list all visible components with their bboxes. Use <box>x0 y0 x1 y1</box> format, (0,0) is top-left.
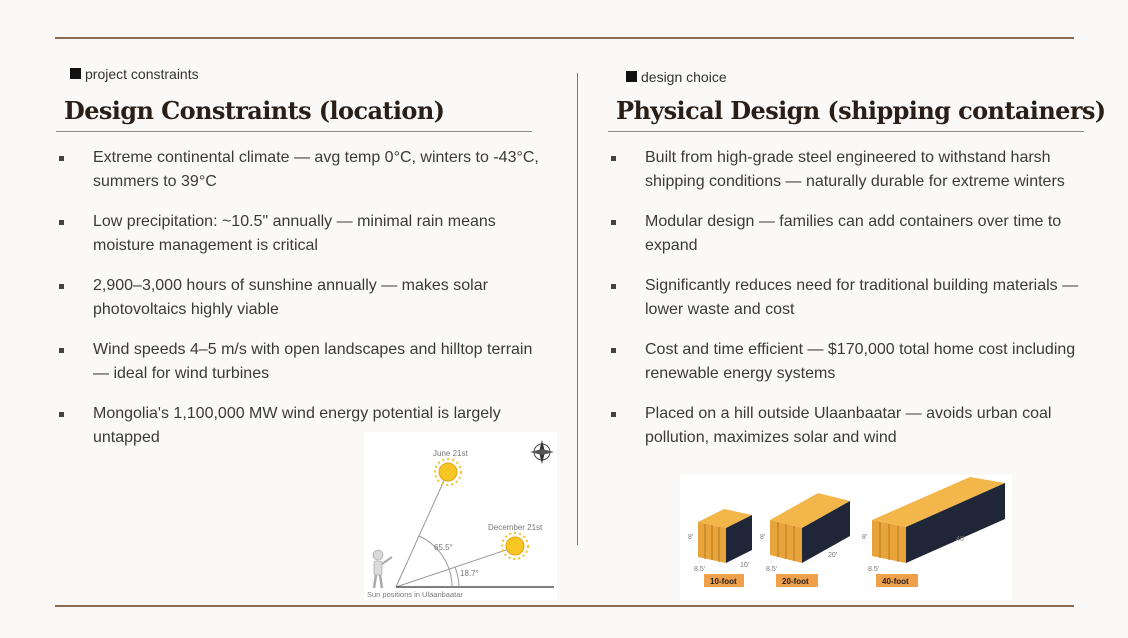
container-40-width: 8.5' <box>868 566 880 573</box>
list-item: Mongolia's 1,100,000 MW wind energy potential is largely untapped <box>56 402 548 450</box>
container-10-label: 10-foot <box>710 577 737 586</box>
december-label: December 21st <box>488 523 543 532</box>
summer-angle-label: 65.5° <box>434 543 453 552</box>
container-40-height: 8' <box>862 534 868 541</box>
left-section-tag <box>70 66 199 82</box>
right-title-underline <box>608 131 1084 132</box>
left-bullet-list <box>56 146 548 466</box>
container-10-width: 8.5' <box>694 566 706 573</box>
list-item: Extreme continental climate — avg temp 0°C, winters to -43°C, summers to 39°C <box>56 146 548 194</box>
list-item: Wind speeds 4–5 m/s with open landscapes and hilltop terrain — ideal for wind turbines <box>56 338 548 386</box>
list-item: 2,900–3,000 hours of sunshine annually — makes solar photovoltaics highly viable <box>56 274 548 322</box>
list-item: Built from high-grade steel engineered to withstand harsh shipping conditions — naturally durable for extreme winters <box>608 146 1100 194</box>
left-title-underline <box>56 131 532 132</box>
list-item: Cost and time efficient — $170,000 total home cost including renewable energy systems <box>608 338 1100 386</box>
right-section-tag <box>626 69 727 85</box>
left-title: Design Constraints (location) <box>64 96 445 125</box>
shipping-containers-illustration <box>680 475 1012 600</box>
sun-diagram-svg <box>364 432 557 600</box>
list-item: Low precipitation: ~10.5" annually — minimal rain means moisture management is critical <box>56 210 548 258</box>
container-20-label: 20-foot <box>782 577 809 586</box>
sun-position-diagram <box>364 432 557 600</box>
list-item: Modular design — families can add containers over time to expand <box>608 210 1100 258</box>
container-20-height: 8' <box>760 534 766 541</box>
left-tag-label: project constraints <box>85 66 199 82</box>
list-item: Significantly reduces need for traditional building materials — lower waste and cost <box>608 274 1100 322</box>
bottom-rule <box>55 605 1074 607</box>
sun-diagram-caption: Sun positions in Ulaanbaatar <box>367 590 463 599</box>
summer-sun-icon <box>435 459 461 485</box>
june-label: June 21st <box>433 449 468 458</box>
container-10-length: 10' <box>740 562 750 569</box>
winter-sun-icon <box>502 533 528 559</box>
right-title: Physical Design (shipping containers) <box>616 96 1106 125</box>
container-40ft-icon <box>872 477 1005 563</box>
container-10ft-icon <box>698 509 752 563</box>
right-tag-label: design choice <box>641 69 727 85</box>
right-bullet-list <box>608 146 1100 466</box>
person-figure-icon <box>373 550 392 588</box>
container-20-length: 20' <box>828 552 838 559</box>
containers-svg <box>680 475 1012 600</box>
container-40-length: 40' <box>956 536 966 543</box>
container-20-width: 8.5' <box>766 566 778 573</box>
list-item: Placed on a hill outside Ulaanbaatar — avoids urban coal pollution, maximizes solar and wind <box>608 402 1100 450</box>
top-rule <box>55 37 1074 39</box>
container-10-height: 8' <box>688 534 694 541</box>
column-divider <box>577 73 578 545</box>
container-40-label: 40-foot <box>882 577 909 586</box>
compass-icon <box>530 440 554 464</box>
square-bullet-icon <box>626 71 637 82</box>
container-20ft-icon <box>770 493 850 563</box>
square-bullet-icon <box>70 68 81 79</box>
winter-angle-label: 18.7° <box>460 569 479 578</box>
